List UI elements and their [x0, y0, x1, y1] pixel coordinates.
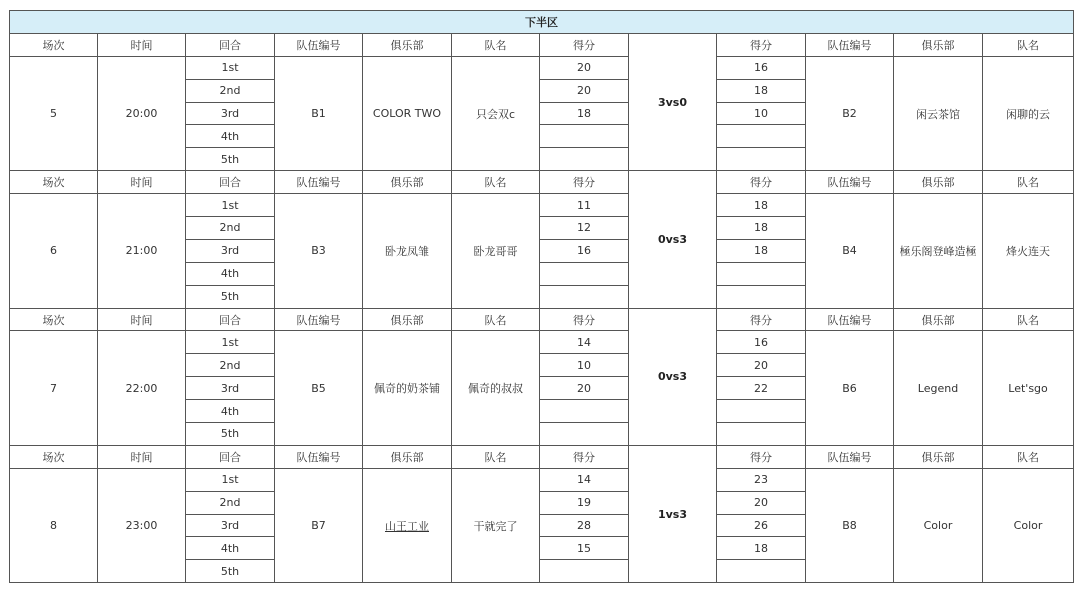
left-club-link[interactable]: 山王工业 — [385, 519, 429, 533]
right-score: 16 — [717, 331, 806, 354]
header-round: 回合 — [186, 308, 275, 331]
right-score — [717, 262, 806, 285]
left-score — [540, 125, 629, 148]
match-result: 1vs3 — [629, 445, 717, 582]
header-left-team-name: 队名 — [452, 33, 540, 56]
right-score — [717, 285, 806, 308]
header-time: 时间 — [98, 33, 186, 56]
table-body — [10, 11, 1074, 583]
table-row — [10, 194, 1074, 217]
round-label: 1st — [186, 468, 275, 491]
round-label: 1st — [186, 331, 275, 354]
left-club: 佩奇的奶茶铺 — [363, 331, 452, 445]
round-label: 3rd — [186, 102, 275, 125]
bracket-title: 下半区 — [10, 11, 1074, 34]
right-score: 18 — [717, 537, 806, 560]
header-left-team-name: 队名 — [452, 445, 540, 468]
left-team-name: 佩奇的叔叔 — [452, 331, 540, 445]
header-left-team-code: 队伍编号 — [275, 445, 363, 468]
left-score: 28 — [540, 514, 629, 537]
header-right-club: 俱乐部 — [894, 171, 983, 194]
header-left-team-name: 队名 — [452, 308, 540, 331]
round-label: 1st — [186, 56, 275, 79]
left-score — [540, 560, 629, 583]
left-score — [540, 423, 629, 446]
header-match-no: 场次 — [10, 33, 98, 56]
match-result: 0vs3 — [629, 171, 717, 308]
header-right-team-code: 队伍编号 — [806, 445, 894, 468]
header-left-team-code: 队伍编号 — [275, 33, 363, 56]
header-match-no: 场次 — [10, 308, 98, 331]
left-score: 20 — [540, 79, 629, 102]
header-left-club: 俱乐部 — [363, 308, 452, 331]
match-number: 7 — [10, 331, 98, 445]
header-left-team-name: 队名 — [452, 171, 540, 194]
header-left-club: 俱乐部 — [363, 171, 452, 194]
header-left-score: 得分 — [540, 33, 629, 56]
right-team-code: B8 — [806, 468, 894, 582]
left-team-code: B1 — [275, 56, 363, 170]
round-label: 3rd — [186, 514, 275, 537]
left-team-name: 干就完了 — [452, 468, 540, 582]
round-label: 3rd — [186, 239, 275, 262]
right-team-code: B2 — [806, 56, 894, 170]
bracket-table-container — [9, 10, 1074, 583]
right-score: 16 — [717, 56, 806, 79]
left-team-name: 只会双c — [452, 56, 540, 170]
match-number: 5 — [10, 56, 98, 170]
round-label: 5th — [186, 560, 275, 583]
right-score: 23 — [717, 468, 806, 491]
right-score: 20 — [717, 354, 806, 377]
header-time: 时间 — [98, 171, 186, 194]
header-left-score: 得分 — [540, 171, 629, 194]
lower-bracket-table — [9, 10, 1074, 583]
round-label: 2nd — [186, 79, 275, 102]
match-result: 3vs0 — [629, 33, 717, 170]
header-left-club: 俱乐部 — [363, 33, 452, 56]
right-club: 極乐阁登峰造極 — [894, 194, 983, 308]
header-right-team-name: 队名 — [983, 445, 1074, 468]
header-right-team-code: 队伍编号 — [806, 308, 894, 331]
header-right-club: 俱乐部 — [894, 445, 983, 468]
left-score: 11 — [540, 194, 629, 217]
header-right-score: 得分 — [717, 308, 806, 331]
right-score: 18 — [717, 217, 806, 240]
round-label: 4th — [186, 262, 275, 285]
left-team-code: B3 — [275, 194, 363, 308]
right-team-name: 烽火连天 — [983, 194, 1074, 308]
header-left-team-code: 队伍编号 — [275, 308, 363, 331]
round-label: 4th — [186, 125, 275, 148]
right-score: 10 — [717, 102, 806, 125]
left-score: 14 — [540, 468, 629, 491]
header-right-score: 得分 — [717, 445, 806, 468]
right-score — [717, 148, 806, 171]
header-row — [10, 33, 1074, 56]
header-left-team-code: 队伍编号 — [275, 171, 363, 194]
right-score — [717, 400, 806, 423]
round-label: 2nd — [186, 491, 275, 514]
round-label: 4th — [186, 400, 275, 423]
right-score: 22 — [717, 377, 806, 400]
title-row — [10, 11, 1074, 34]
left-team-name: 卧龙哥哥 — [452, 194, 540, 308]
header-left-club: 俱乐部 — [363, 445, 452, 468]
right-score: 18 — [717, 194, 806, 217]
header-row — [10, 445, 1074, 468]
header-left-score: 得分 — [540, 445, 629, 468]
left-team-code: B7 — [275, 468, 363, 582]
match-result: 0vs3 — [629, 308, 717, 445]
right-score — [717, 423, 806, 446]
header-round: 回合 — [186, 33, 275, 56]
right-score: 18 — [717, 79, 806, 102]
match-number: 8 — [10, 468, 98, 582]
match-time: 22:00 — [98, 331, 186, 445]
left-score: 19 — [540, 491, 629, 514]
right-score: 26 — [717, 514, 806, 537]
round-label: 2nd — [186, 354, 275, 377]
right-team-code: B6 — [806, 331, 894, 445]
left-club: COLOR TWO — [363, 56, 452, 170]
round-label: 1st — [186, 194, 275, 217]
header-row — [10, 171, 1074, 194]
header-match-no: 场次 — [10, 171, 98, 194]
right-score — [717, 125, 806, 148]
left-score: 14 — [540, 331, 629, 354]
header-match-no: 场次 — [10, 445, 98, 468]
left-score — [540, 262, 629, 285]
header-right-team-name: 队名 — [983, 308, 1074, 331]
right-club: 闲云茶馆 — [894, 56, 983, 170]
header-left-score: 得分 — [540, 308, 629, 331]
left-club: 卧龙凤雏 — [363, 194, 452, 308]
header-right-team-name: 队名 — [983, 171, 1074, 194]
left-club — [363, 468, 452, 582]
left-score — [540, 148, 629, 171]
right-club: Color — [894, 468, 983, 582]
round-label: 5th — [186, 148, 275, 171]
left-score: 20 — [540, 56, 629, 79]
left-score — [540, 400, 629, 423]
round-label: 5th — [186, 285, 275, 308]
header-right-score: 得分 — [717, 33, 806, 56]
header-right-club: 俱乐部 — [894, 33, 983, 56]
header-right-team-name: 队名 — [983, 33, 1074, 56]
header-right-club: 俱乐部 — [894, 308, 983, 331]
right-team-name: 闲聊的云 — [983, 56, 1074, 170]
round-label: 3rd — [186, 377, 275, 400]
match-number: 6 — [10, 194, 98, 308]
header-round: 回合 — [186, 171, 275, 194]
left-score: 16 — [540, 239, 629, 262]
match-time: 23:00 — [98, 468, 186, 582]
right-score: 18 — [717, 239, 806, 262]
left-score: 10 — [540, 354, 629, 377]
header-right-team-code: 队伍编号 — [806, 171, 894, 194]
right-team-name: Let'sgo — [983, 331, 1074, 445]
right-club: Legend — [894, 331, 983, 445]
table-row — [10, 468, 1074, 491]
left-score: 18 — [540, 102, 629, 125]
table-row — [10, 56, 1074, 79]
right-score — [717, 560, 806, 583]
round-label: 2nd — [186, 217, 275, 240]
left-score: 15 — [540, 537, 629, 560]
table-row — [10, 331, 1074, 354]
match-time: 20:00 — [98, 56, 186, 170]
round-label: 5th — [186, 423, 275, 446]
header-right-team-code: 队伍编号 — [806, 33, 894, 56]
header-time: 时间 — [98, 445, 186, 468]
right-team-code: B4 — [806, 194, 894, 308]
header-right-score: 得分 — [717, 171, 806, 194]
left-team-code: B5 — [275, 331, 363, 445]
left-score: 12 — [540, 217, 629, 240]
match-time: 21:00 — [98, 194, 186, 308]
round-label: 4th — [186, 537, 275, 560]
header-row — [10, 308, 1074, 331]
right-score: 20 — [717, 491, 806, 514]
header-round: 回合 — [186, 445, 275, 468]
left-score: 20 — [540, 377, 629, 400]
left-score — [540, 285, 629, 308]
right-team-name: Color — [983, 468, 1074, 582]
header-time: 时间 — [98, 308, 186, 331]
